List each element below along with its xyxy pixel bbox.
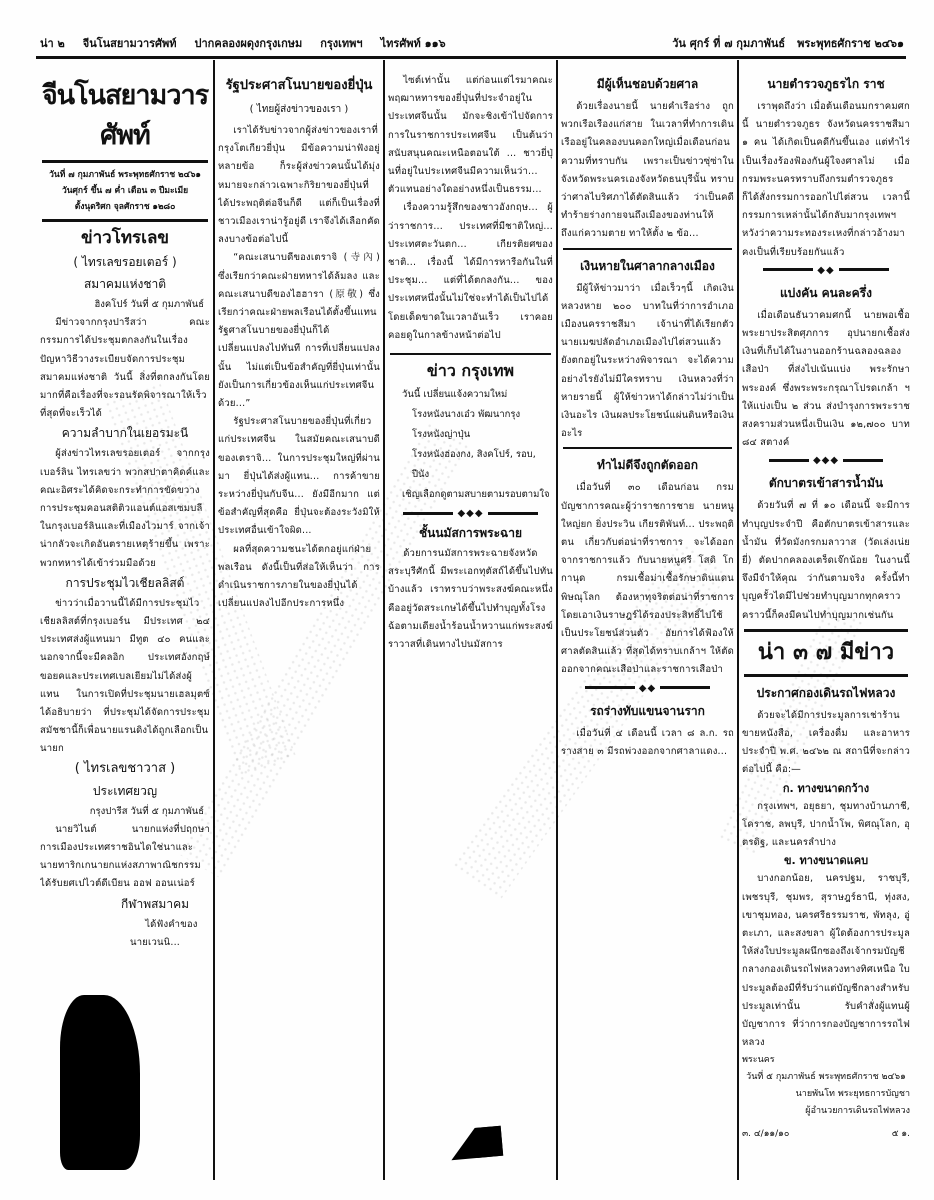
article-body: เราพุดถึงว่า เมื่อต้นเดือนมกราคมศกนี้ นายตำรวจภูธร จังหวัดนครราชสีมา ๑ คน ได้เกิดเป็นคดีกันขึ้นเอง แต่ทำไร่เป็นเรื่องร้องฟ้องกันผู้ใจงศาลไม่ เมื่อกรมพระนครทราบถึงกรมตำรวจภูธร ก็ได้สั่งกรรมการออกไปไต่สวน เวลานี้กรรมการเหล่านั้นได้กลับมากรุงเทพฯ หวังว่าความระทองระเหงที่กล่าวอ้างมาคงเป็นที่เรียบร้อยกันแล้ว (742, 101, 910, 258)
column-5 (742, 60, 910, 1170)
article-headline: เงินหายในศาลากลางเมือง (580, 258, 715, 273)
article-headline: รัฐประศาสโนบายของยี่ปุ่น (225, 78, 373, 93)
article-body: บางกอกน้อย, นครปฐม, ราชบุรี, เพชรบุรี, ชุมพร, สุราษฎร์ธานี, ทุ่งสง, เขาชุมทอง, นครศรีธรรมราช, พัทลุง, อู่ตะเภา, และสงขลา ผู้ใดต้องการประมูลให้ส่งใบประมูลผนึกซองถึงเจ้ากรมบัญชีกลางกองเดินรถไฟหลวงทางทิศเหนือ ใบประมูลต้องมีที่รับว่าแต่บัญชีกลางสำหรับประมูลเท่านั้น รับคำสั่งผู้แทนผู้บัญชาการ ที่ว่าการกองบัญชาการรถไฟหลวง (742, 873, 910, 1049)
ornament-divider: ◆◆ (742, 265, 910, 277)
article-body: ด้วยจะได้มีการประมูลการเช่าร้านขายหนังสือ, เครื่องดื่ม และอาหาร ประจำปี พ.ศ. ๒๔๖๒ ณ สถานีที่จะกล่าวต่อไปนี้ คือ:— (742, 709, 910, 776)
column-2 (218, 60, 380, 1170)
article-headline: การประชุมไวเชียลลิสต์ (65, 575, 185, 590)
column-1 (40, 60, 210, 1170)
article-body: “คณะเสนาบดีของเตราจิ (寺內) ซึ่งเรียกว่าคณะฝ่ายทหารได้ล้มลง และคณะเสนาบดีของไฮฮารา (原敬) ซึ่งเรียกว่าคณะฝ่ายพลเรือนได้ตั้งขึ้นแทน รัฐศาสโนบายของยี่ปุ่นก็ได้เปลี่ยนแปลงไปทันที การที่เปลี่ยนแปลงนั้น ไม่แต่เป็นข้อสำคัญที่ยี่ปุ่นเท่านั้น ยังเป็นการเกี่ยวข้องเห็นแก่ประเทศจีนด้วย...” (218, 252, 380, 410)
divider (563, 248, 732, 250)
column-divider (737, 60, 739, 1180)
section-headline: ข่าว กรุงเทพ (426, 361, 515, 381)
article-body: ด้วยวันที่ ๗ ที่ ๑๐ เดือนนี้ จะมีการทำบุญประจำปี คือตักบาตรเข้าสารและน้ำมัน ที่วัดมังกรกมลาวาส (วัดเล่งเน่ยยี่) ตัดปากคลองเตร็ดเจ๊กน้อย ในงานนี้จึงมีจำให้คุณ ว่ากันตามจริง ครั้งนี้ทำบุญครั้วไดมีไปช่วยทำบุญมากทุกคราว คราวนี้ก็คงมีคนไปทำบุญมากเช่นกัน (742, 500, 910, 621)
article-headline: ความลำบากในเยอรมะนี (61, 426, 189, 441)
notice-code: ๓. ๔/๑๑/๑๐ (742, 1129, 790, 1140)
listing-item: โรงหนังนางเอ๋ว พัฒนากรุง (412, 409, 521, 421)
section-subhead: ( ไทรเลขรอยเตอร์ ) (73, 255, 177, 269)
signoff-line: พระนคร (742, 1055, 775, 1066)
article-headline: แบ่งคัน คนละครึ่ง (780, 285, 872, 300)
ink-blot (449, 1126, 503, 1160)
article-dateline: กรุงปารีส วันที่ ๕ กุมภาพันธ์ (89, 805, 204, 817)
notice-count: ๕ ๑. (891, 1129, 910, 1140)
article-headline: ทำไม่ดีจึงถูกตัดออก (596, 458, 699, 473)
article-subhead: ( ไทยผู้ส่งข่าวของเรา ) (249, 104, 349, 115)
column-4 (561, 60, 734, 1170)
article-dateline: ฮิงคโปร์ วันที่ ๕ กุมภาพันธ์ (94, 299, 204, 310)
divider (744, 629, 908, 632)
article-body: เรื่องความรู้สึกของชาวอังกฤษ... ผู้ว่าราชการ... ประเทศที่มีชาติใหญ่... ประเทศตะวันตก... เกียรติยศของชาติ... เรื่องนี้ ได้มีการหารือกันในที่ประชุม... แต่ที่ได้ตกลงกัน... ของประเทศหนึ่งนั้นไม่ใช่จะทำได้เป็นไปได้โดยเด็ดขาดในเวลาอันเร็ว เราคอยคอยดูในกาลข้างหน้าต่อไป (388, 202, 553, 341)
divider (744, 674, 908, 677)
divider (563, 447, 732, 449)
signoff-line: นายพันโท พระยุทธการบัญชา (795, 1089, 910, 1100)
ink-blot (60, 995, 140, 1170)
article-headline: ตักบาตรเข้าสารน้ำมัน (768, 476, 884, 491)
office-address: ปากคลองผดุงกรุงเกษม (194, 37, 303, 50)
listing-item: โรงหนังญ่าปุ่น (412, 429, 471, 441)
section-subhead: ( ไทรเลขชาวาส ) (74, 760, 176, 776)
article-body: รัฐประศาสโนบายของยี่ปุ่นที่เกี่ยวแก่ประเทศจีน ในสมัยคณะเสนาบดีของเตราจิ... ในการประชุมใหญ่ที่ผ่านมา ยี่ปุ่นได้ส่งผู้แทน... การค้าขายระหว่างยี่ปุ่นกับจีน... ยังมีอีกมาก แต่ข้อสำคัญที่สุดคือ ยี่ปุ่นจะต้องระวังมิให้ประเทศอื่นเข้าใจผิด... (218, 416, 380, 537)
article-body: ไซต์เท่านั้น แต่ก่อนแต่ไรมาคณะพฤฒาหทารของยี่ปุ่นที่ประจำอยู่ในประเทศจีนนั้น มักจะชิงเข้าไปจัดการการในราชการประเทศจีน เป็นต้นว่าสนับสนุนคณะเหนือตอนใต้ ... ชาวยี่ปุ่นที่อยู่ในประเทศจีนมีความเห็นว่า... ตัวแทนอย่างใดอย่างหนึ่งเป็นธรรม... (388, 75, 553, 196)
article-body: เมื่อเดือนธันวาคมศกนี้ นายพอเชื้อ พระยาประสิตศุภการ อุปนายกเชื้อส่งเงินที่เก็บได้ในงานออกร้านฉลองฉลองเสือป่า ที่ส่งไปเน้นแบ่ง พระรักษาพระองค์ ซึ่งพระพระกรุณาโปรดเกล้า ฯ ให้แบ่งเป็น ๒ ส่วน ส่งบำรุงการพระราชสงครามส่วนหนึ่งเป็นเงิน ๑๒,๗๐๐ บาท ๘๔ สตางค์ (742, 309, 910, 449)
divider (42, 219, 208, 222)
article-body: นายวิไนต์ นายกแห่งที่ปฤกษาการเมืองประเทศราชอินไดใช่นาและนายทาริกเกนายกแห่งสภาพาณิชกรรมได้รับยศเปไวต์ดีเบียน ออฟ ออนเน่อร์ (40, 823, 210, 890)
article-body: ผลที่สุดความชนะได้ตกอยู่แก่ฝ่ายพลเรือน ดังนี้เป็นที่ส่อให้เห็นว่า การดำเนินราชการภายในของยี่ปุ่นได้เปลี่ยนแปลงไปอีกประการหนึ่ง (218, 543, 380, 610)
listing (388, 385, 553, 505)
subsection-label: ก. ทางขนาดกว้าง (782, 781, 870, 795)
listing-item: วันนี้ เปลี่ยนแจ้งความใหม่ (402, 389, 508, 401)
section-banner: น่า ๓ ๗ มีข่าว (757, 639, 895, 665)
ornament-divider: ◆◆ (561, 683, 734, 695)
article-body: ข่าวว่าเมื่อวานนี้ได้มีการประชุมไวเชียลลิสต์ที่กรุงเบอร์น มีประเทศ ๒๔ ประเทศส่งผู้แทนมา มีทูต ๔๐ คนและนอกจากนี้จะมีคลอิก ประเทศอังกฤษ์ขอยคและประเทศเบลเยียมไม่ได้ส่งผู้แทน ในการเปิดที่ประชุมนายเฮลมุตซ์ ได้อธิบายว่า ที่ประชุมได้จัดการประชุมสมัชชานี้ก็เพื่อนายแรนดิงได้ถูกเลือกเป็นนายก (40, 597, 210, 755)
city: กรุงเทพฯ (320, 37, 363, 50)
article-headline: ประเทศยวญ (92, 783, 158, 798)
article-body: ได้ฟังคำของนายเวนนิ... (130, 918, 198, 948)
running-head (40, 30, 904, 52)
masthead-lunar-line: วันศุกร์ ขึ้น ๗ ค่ำ เดือน ๓ ปีมะเมีย (61, 186, 189, 196)
divider (390, 353, 551, 355)
article-body: ด้วยเรื่องนายนี้ นายคำเรือร่าง ถูกพวกเรือเรืองแก่สาย ในเวลาที่ทำการเดินเรืออยู่ในคลองบนคอกใหญ่เมื่อเดือนก่อน ความที่ทราบกัน เพราะเป็นข่าวซุ่ซ่าในจังหวัดพระนครเองจังหวัดธนบุรีนั้น ทราบว่าศาลไบริศภาได้ตัดสินแล้ว ว่าเป็นคดีทำร้ายร่างกายจนถึงเมืองของท่านให้ถึงแก่ความตาย ทาให้ตั้ง ๒ ข้อ... (561, 101, 734, 240)
article-headline: กีฬาพสมาคม (120, 896, 190, 911)
article-headline: มีผู้เห็นชอบด้วยศาล (596, 77, 699, 91)
article-headline: ชั้นนมัสการพระฉาย (419, 526, 522, 541)
signoff-line: วันที่ ๕ กุมภาพันธ์ พระพุทธศักราช ๒๔๖๑ (746, 1072, 906, 1083)
article-body: ด้วยการนมัสการพระฉายจังหวัดสระบุรีศักนี้ มีพระเอกทุตัสถ์ได้ขึ้นไปทันบ้างแล้ว เราทราบว่าพระสงฆ์คณะหนึ่งคืออยู่วัดสระเกษได้ขึ้นไปทำบุญทั้งโรงฉ้อตามเดียงน้ำร้อนน้ำหวานแก่พระสงฆ์ราวาสที่เดินทางไปนมัสการ (388, 548, 553, 651)
column-divider (213, 60, 215, 1180)
ornament-divider: ◆◆◆ (388, 508, 553, 520)
masthead-title: จีนโนสยามวารศัพท์ (41, 80, 209, 151)
page-label: น่า ๒ (40, 37, 65, 50)
buddhist-era: พระพุทธศักราช ๒๔๖๑ (797, 37, 904, 50)
article-body: เมื่อวันที่ ๓๐ เดือนก่อน กรมบัญชาการคณะผู้ว่าราชการชาย นายหนูใหญ่ยก ยิ่งประวิน เกียรติพันท์... ประพฤติตน เกี่ยวกับต่อน่าที่ราชการ จะได้ออกจากราชการแล้ว กับนายหนูศรี โสดิ โกกานุด กรมเชื้อม่าเชื้อรักษาดินแดนพิษณุโลก ต้องหาทุจริตต่อน่าที่ราชการ โดยเอาเงินราษฎร์ได้รองประสิทธิ์ไปใช้เป็นประโยชน์ส่วนตัว อัยการได้ฟ้องให้ศาลตัดสินแล้ว ที่สุดได้ทราบเกล้าฯ ให้ตัดออกจากคณะเสือป่าและราชการเสือป่า (561, 482, 734, 676)
article-body: กรุงเทพฯ, อยุธยา, ชุมทางบ้านภาชี, โคราช, ลพบุรี, ปากน้ำโพ, พิศณุโลก, อุตรดิฐ, และนครลำปาง (742, 800, 910, 849)
paper-name: จีนโนสยามวารศัพท์ (82, 37, 177, 50)
issue-date: วัน ศุกร์ ที่ ๗ กุมภาพันธ์ (672, 37, 786, 50)
telephone: ไทรศัพท์ ๑๑๖ (380, 37, 446, 50)
section-headline: ข่าวโทรเลข (80, 228, 170, 248)
signoff (742, 1052, 910, 1143)
article-body: เราได้รับข่าวจากผู้ส่งข่าวของเราที่กรุงโตเกียวยี่ปุ่น มีข้อความน่าฟังอยู่หลายข้อ ก็ระผู้ส่งข่าวคนนั้นได้มุ่งหมายจะกล่าวเฉพาะกิริยาของยี่ปุ่นที่ได้ประพฤติต่อจีนก็ดี แต่ก็เป็นเรื่องที่ชาวเมืองเราน่ารู้อยู่ดี เราจึงได้เลือกคัดลงบางข้อต่อไปนี้ (218, 125, 380, 246)
article-body: ผู้ส่งข่าวไทรเลขรอยเตอร์ จากกรุงเบอร์ลิน ไทรเลขว่า พวกสปาตาคิดค์และคณะอิศระได้คิดจะกระทำการขัดขวางการประชุมคอนสติติวแอนต์แอสเซมบลี ในกรุงเบอร์ลินและที่เมืองไวมาร์ จากเจ้าน่ากลัวจะเกิดอันตรายเหตุร้ายขึ้น เพราะพวกทหารได้เข้าร่วมมือด้วย (40, 448, 210, 569)
ornament-divider: ◆◆◆ (742, 455, 910, 467)
divider (42, 160, 208, 163)
listing-item: โรงหนังฮ่องกง, สิงคโปร์, รอบ, ปีนัง (412, 449, 536, 481)
article-body: เมื่อวันที่ ๔ เดือนนี้ เวลา ๘ ล.ก. รถรางสาย ๓ มีรถพ่วงออกจากศาลาแดง... (561, 727, 734, 757)
article-body: มีผู้ให้ข่าวมาว่า เมื่อเร็วๆนี้ เกิดเงินหลวงหาย ๒๐๐ บาทในที่ว่าการอำเภอเมืองนครราชสีมา เจ้าน่าที่ได้เรียกตัวนายเมฆปลัดอำเภอเมืองไปไต่สวนแล้ว ยังตกอยู่ในระหว่างพิจารณา จะได้ความอย่างไรยังไม่มีใครทราบ เงินหลวงที่ว่าหายรายนี้ ผู้ให้ข่าวหาได้กล่าวไม่ว่าเป็นเงินอะไร เงินผลประโยชน์แผ่นดินหรือเงินอะไร (561, 282, 734, 440)
subsection-label: ข. ทางขนาดแคบ (783, 854, 869, 868)
article-headline: สมาคมแห่งชาติ (83, 277, 167, 291)
article-headline: ประกาศกองเดินรถไฟหลวง (756, 685, 896, 700)
header-rule (36, 56, 906, 59)
article-body: มีข่าวจากกรุงปารีสว่า คณะกรรมการได้ประชุมตกลงกันในเรื่องปัญหาวิธีวางระเบียบจัดการประชุมสมาคมแห่งชาติ วันนี้ สิ่งที่ตกลงกันโดยมากที่คือเรื่องที่จะรอนรัดพิจารณาให้เร็วที่สุดที่จะเร็วได้ (40, 317, 210, 420)
masthead-era-line: ตั้งนุตริศก จุลศักราช ๑๒๘๐ (74, 202, 176, 212)
column-divider (556, 60, 558, 1180)
column-divider (383, 60, 385, 1180)
signoff-line: ผู้อำนวยการเดินรถไฟหลวง (805, 1106, 910, 1117)
masthead-date-line: วันที่ ๗ กุมภาพันธ์ พระพุทธศักราช ๒๔๖๑ (49, 170, 201, 180)
column-3 (388, 60, 553, 1170)
listing-item: เชิญเลือกดูตามสบายตามรอบตามใจ (402, 489, 550, 501)
article-headline: รถร่างทับแขนจานราก (590, 703, 705, 718)
article-headline: นายตำรวจภูธรไก ราช (767, 77, 885, 91)
